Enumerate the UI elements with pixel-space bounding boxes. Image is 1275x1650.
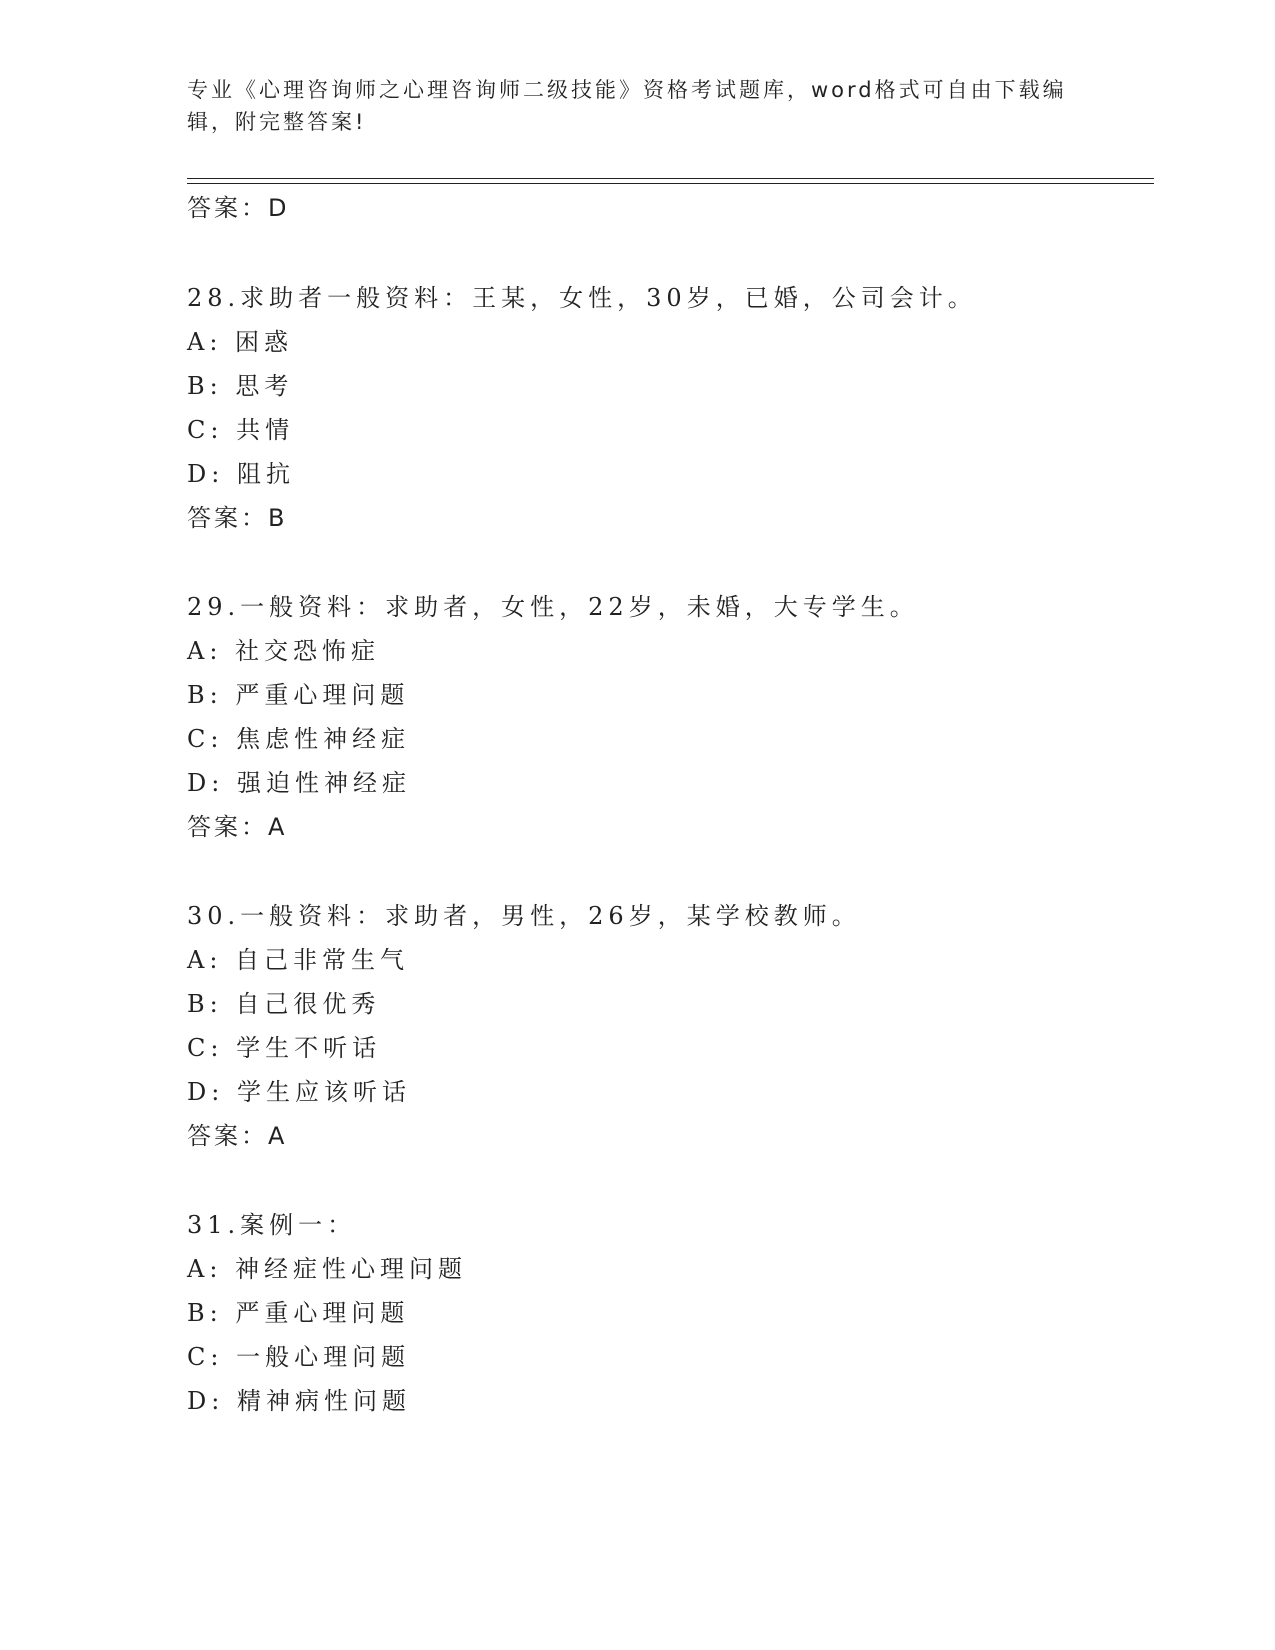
- option-c: C: 一般心理问题: [187, 1343, 411, 1371]
- option-b: B: 思考: [187, 372, 294, 400]
- question-stem: 28.求助者一般资料：王某，女性，30岁，已婚，公司会计。: [187, 284, 977, 312]
- option-c: C: 焦虑性神经症: [187, 725, 411, 753]
- option-d: D: 精神病性问题: [187, 1387, 411, 1415]
- question-stem: 30.一般资料：求助者，男性，26岁，某学校教师。: [187, 902, 861, 930]
- option-c: C: 共情: [187, 416, 295, 444]
- option-d: D: 强迫性神经症: [187, 769, 411, 797]
- question-stem: 29.一般资料：求助者，女性，22岁，未婚，大专学生。: [187, 593, 919, 621]
- header-divider-top: [187, 178, 1154, 179]
- option-b: B: 严重心理问题: [187, 1299, 410, 1327]
- header-description: 专业《心理咨询师之心理咨询师二级技能》资格考试题库，word格式可自由下载编辑，附完整答案!: [187, 78, 1067, 134]
- question-stem: 31.案例一：: [187, 1211, 357, 1239]
- header-divider-bottom: [187, 183, 1154, 184]
- answer-line: 答案：D: [187, 194, 290, 222]
- option-c: C: 学生不听话: [187, 1034, 382, 1062]
- option-a: A: 自己非常生气: [187, 946, 410, 974]
- answer-line: 答案：B: [187, 504, 288, 532]
- option-a: A: 社交恐怖症: [187, 637, 381, 665]
- option-b: B: 自己很优秀: [187, 990, 381, 1018]
- option-d: D: 学生应该听话: [187, 1078, 411, 1106]
- answer-line: 答案：A: [187, 1122, 288, 1150]
- option-a: A: 困惑: [187, 328, 294, 356]
- option-a: A: 神经症性心理问题: [187, 1255, 468, 1283]
- option-d: D: 阻抗: [187, 460, 295, 488]
- answer-line: 答案：A: [187, 813, 288, 841]
- option-b: B: 严重心理问题: [187, 681, 410, 709]
